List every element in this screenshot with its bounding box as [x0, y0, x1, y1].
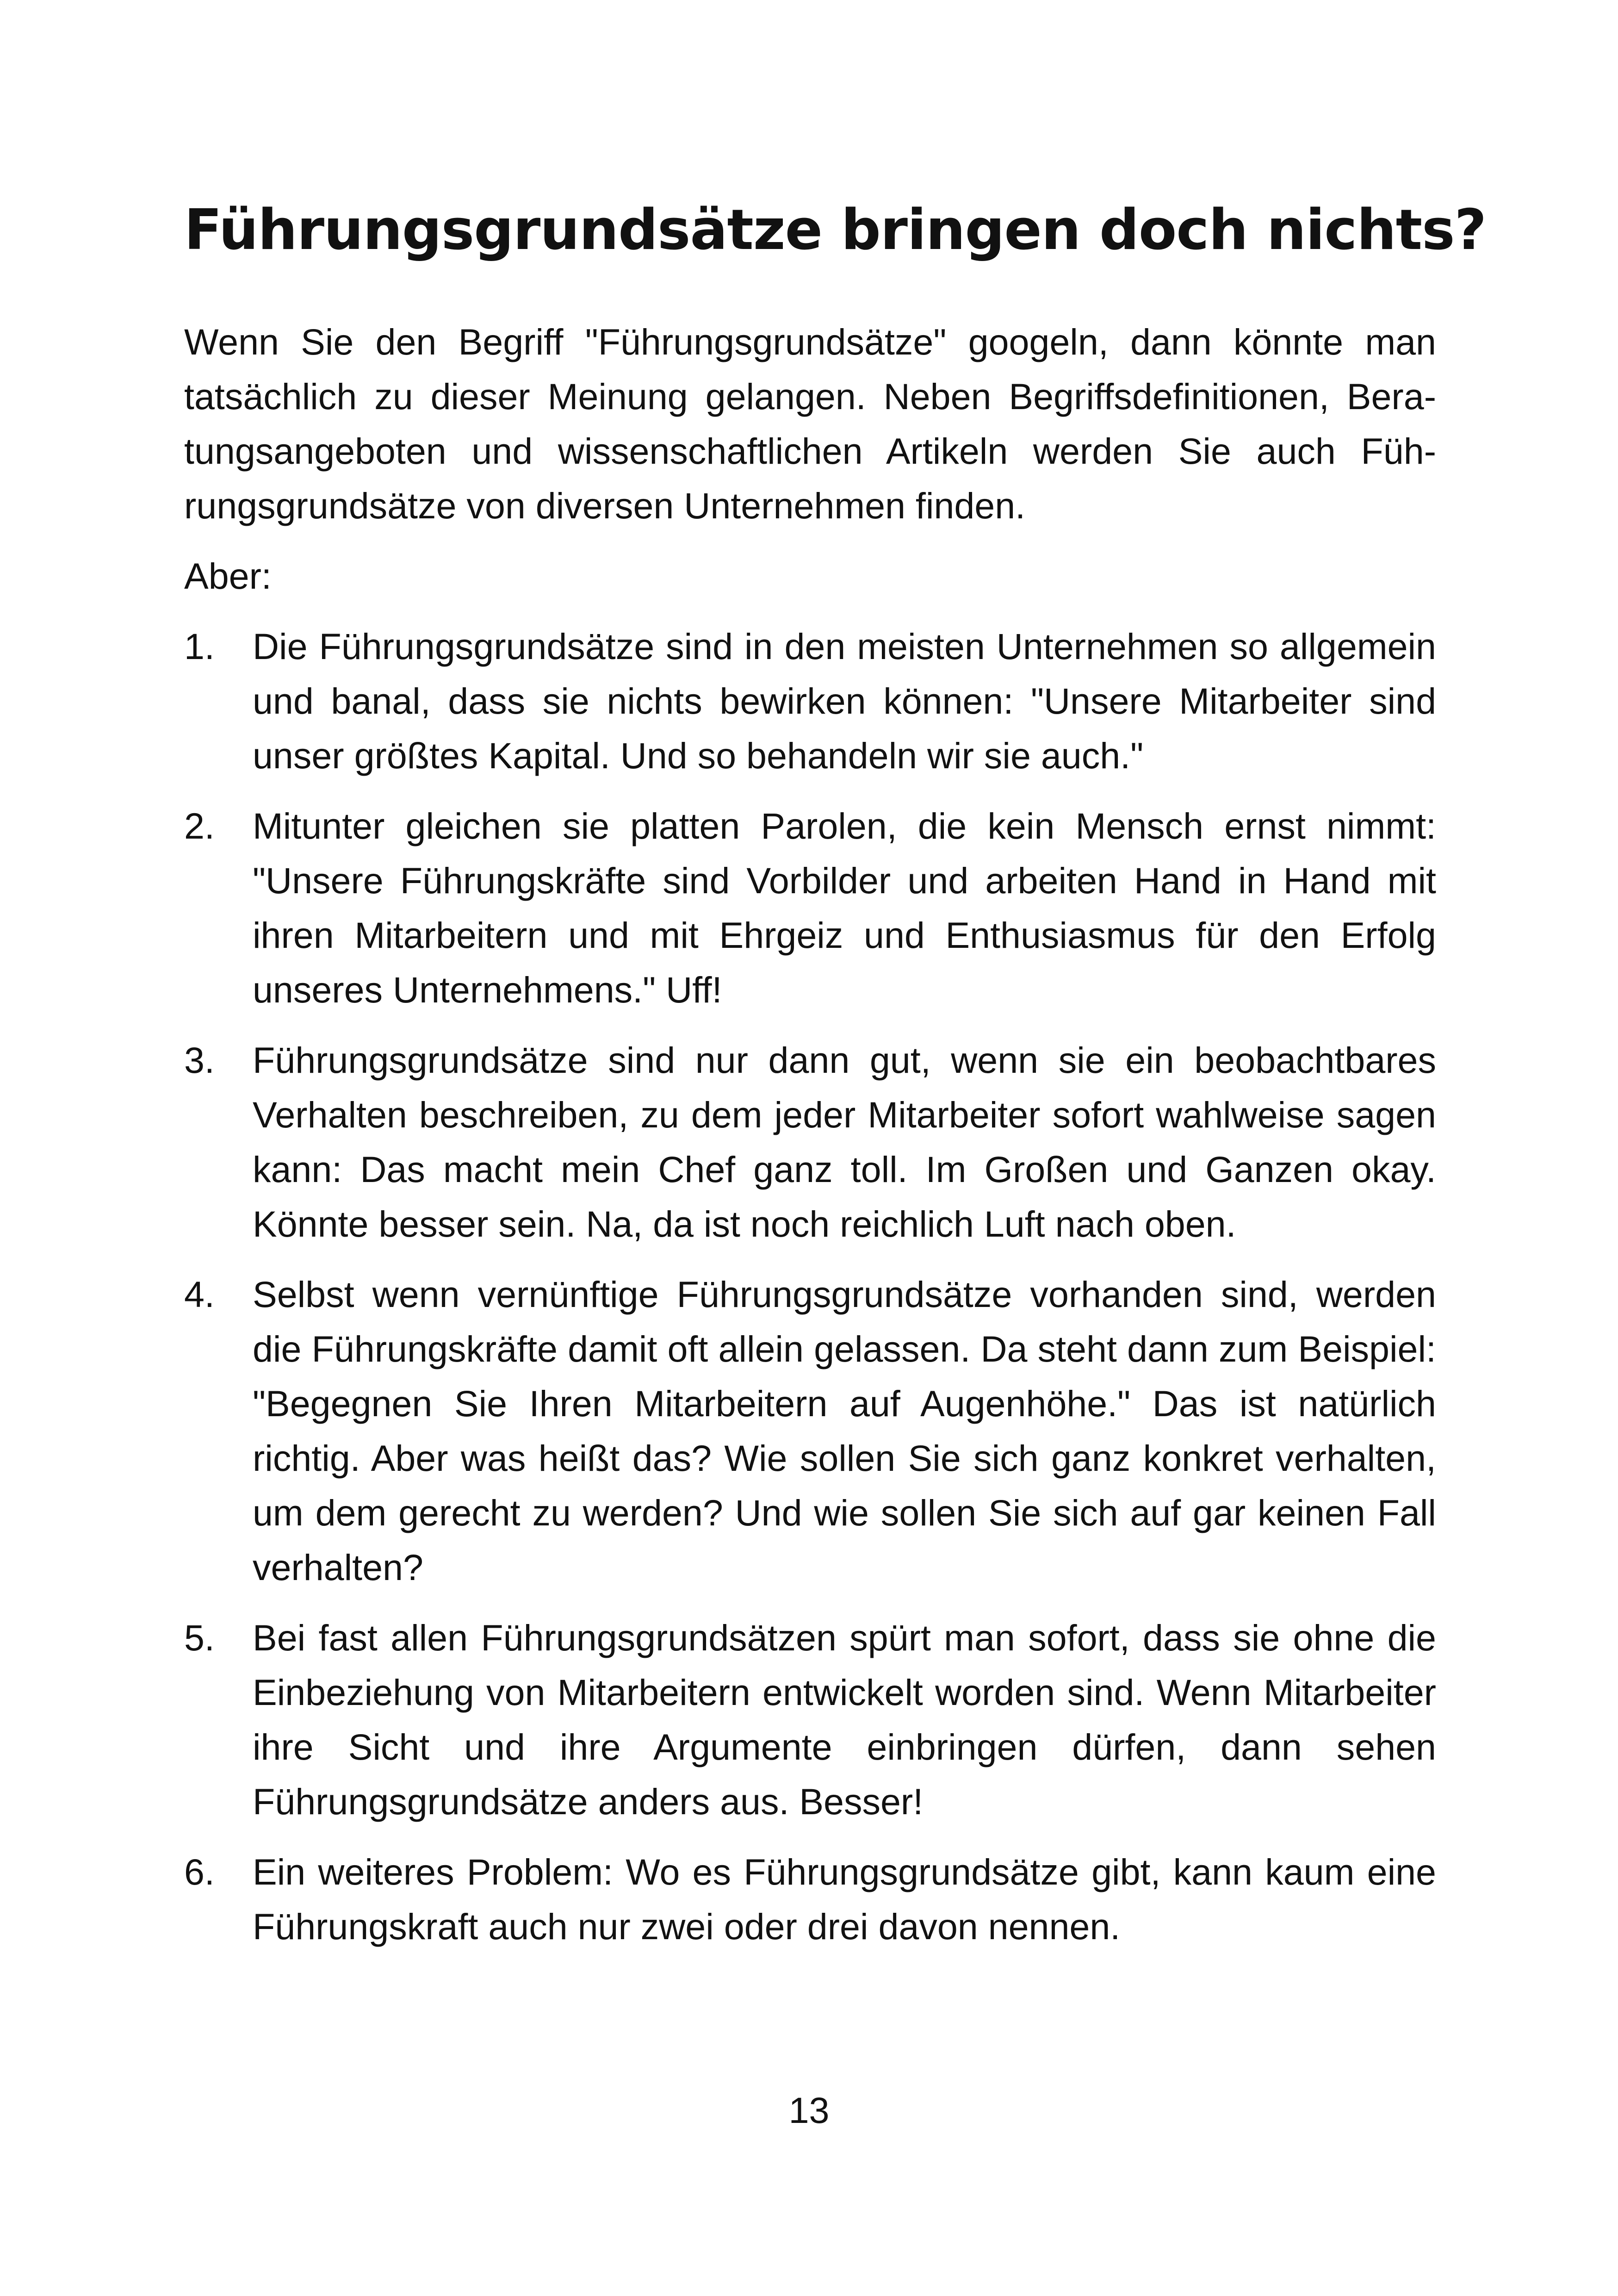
page-title: Führungsgrundsätze bringen doch nichts?	[184, 198, 1487, 262]
list-item-text: Mitunter gleichen sie platten Parolen, die kein Mensch ernst nimmt: "Unsere Führungskräfte sind Vorbilder und arbeiten Hand in Hand mit ihren Mitarbeitern und mit Ehrgeiz und Enthusiasmus für den Erfolg unseres Unternehmens." Uff!	[253, 805, 1436, 1010]
intro-paragraph: Wenn Sie den Begriff "Führungsgrundsätze" googeln, dann könnte man tatsächlich zu dieser Meinung gelangen. Neben Begriffsdefinitionen, Beratungsangeboten und wissenschaftlichen Artikeln werden Sie auch Führungsgrundsätze von diversen Unternehmen finden.	[184, 321, 1436, 526]
body-content	[184, 315, 1436, 1970]
list-item-number: 1.	[184, 626, 215, 667]
list-item-text: Die Führungsgrundsätze sind in den meisten Unternehmen so allgemein und banal, dass sie nichts bewirken können: "Unsere Mitarbeiter sind unser größtes Kapital. Und so behandeln wir sie auch."	[253, 626, 1436, 776]
list-item-number: 4.	[184, 1274, 215, 1315]
list-item	[184, 1267, 1436, 1595]
list-item-text: Bei fast allen Führungsgrundsätzen spürt man sofort, dass sie ohne die Einbeziehung von Mitarbeitern entwickelt worden sind. Wenn Mitarbeiter ihre Sicht und ihre Argumente einbringen dürfen, dann sehen Führungsgrundsätze anders aus. Besser!	[253, 1617, 1436, 1822]
list-item-number: 5.	[184, 1617, 215, 1658]
list-item	[184, 799, 1436, 1017]
list-item-number: 2.	[184, 805, 215, 846]
list-item-number: 3.	[184, 1039, 215, 1081]
aber-label: Aber:	[184, 555, 272, 597]
numbered-list	[184, 619, 1436, 1954]
list-item-text: Führungsgrundsätze sind nur dann gut, wenn sie ein beobachtbares Verhalten beschreiben, zu dem jeder Mitarbeiter sofort wahlweise sagen kann: Das macht mein Chef ganz toll. Im Großen und Ganzen okay. Könnte besser sein. Na, da ist noch reichlich Luft nach oben.	[253, 1039, 1436, 1244]
list-item-text: Selbst wenn vernünftige Führungsgrundsätze vorhanden sind, werden die Führungskräfte damit oft allein gelassen. Da steht dann zum Beispiel: "Begegnen Sie Ihren Mitarbeitern auf Augenhöhe." Das ist natürlich richtig. Aber was heißt das? Wie sollen Sie sich ganz konkret verhalten, um dem gerecht zu werden? Und wie sollen Sie sich auf gar keinen Fall verhalten?	[253, 1274, 1436, 1588]
list-item	[184, 1033, 1436, 1251]
list-item-text: Ein weiteres Problem: Wo es Führungsgrundsätze gibt, kann kaum eine Führungskraft auch nur zwei oder drei davon nennen.	[253, 1851, 1436, 1947]
list-item	[184, 1611, 1436, 1829]
list-item-number: 6.	[184, 1851, 215, 1892]
list-item	[184, 619, 1436, 783]
list-item	[184, 1845, 1436, 1954]
page-number: 13	[788, 2090, 830, 2131]
